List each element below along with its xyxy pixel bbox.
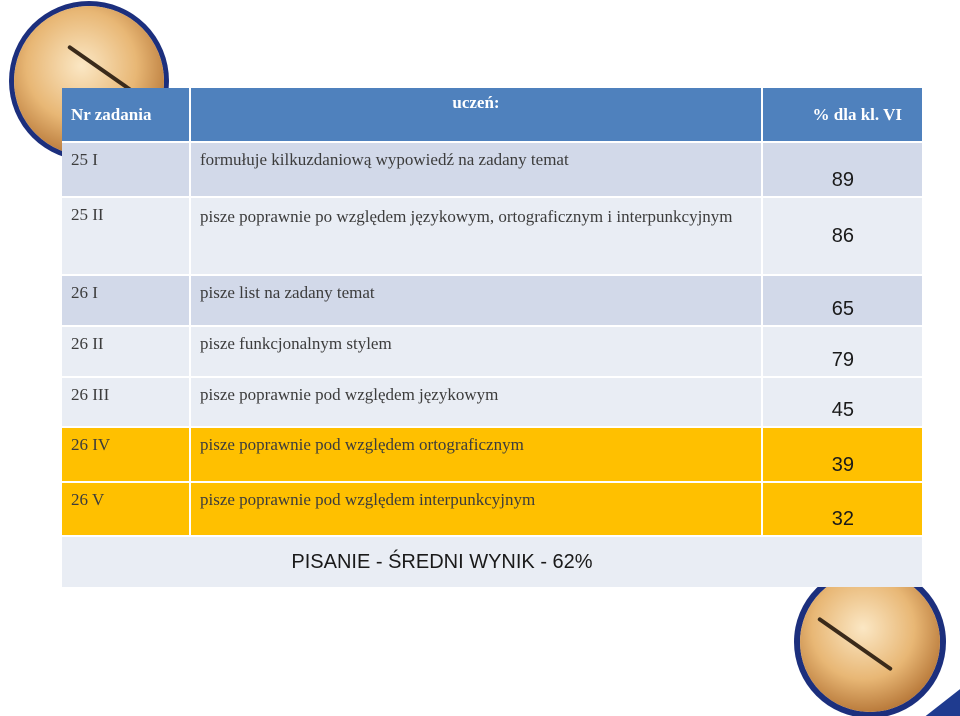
header-percent: % dla kl. VI xyxy=(763,88,922,141)
row-description: pisze list na zadany temat xyxy=(191,276,761,325)
row-percent: 39 xyxy=(763,428,922,481)
row-percent: 79 xyxy=(763,327,922,376)
row-code: 26 IV xyxy=(62,428,189,481)
row-code: 25 I xyxy=(62,143,189,196)
row-description: pisze poprawnie po względem językowym, ortograficznym i interpunkcyjnym xyxy=(191,198,761,274)
row-description: pisze poprawnie pod względem ortograficznym xyxy=(191,428,761,481)
row-percent: 86 xyxy=(763,198,922,274)
row-description: formułuje kilkuzdaniową wypowiedź na zadany temat xyxy=(191,143,761,196)
row-code: 26 II xyxy=(62,327,189,376)
row-percent: 32 xyxy=(763,483,922,535)
row-code: 26 I xyxy=(62,276,189,325)
row-code: 26 V xyxy=(62,483,189,535)
row-description: pisze poprawnie pod względem interpunkcyjnym xyxy=(191,483,761,535)
fountain-pen-image xyxy=(800,572,940,712)
row-percent: 65 xyxy=(763,276,922,325)
row-percent: 45 xyxy=(763,378,922,426)
row-code: 25 II xyxy=(62,198,189,274)
summary-footer: PISANIE - ŚREDNI WYNIK - 62% xyxy=(62,537,922,587)
results-table xyxy=(62,88,918,587)
header-task-number: Nr zadania xyxy=(62,88,189,141)
header-student: uczeń: xyxy=(191,88,761,141)
row-description: pisze poprawnie pod względem językowym xyxy=(191,378,761,426)
row-description: pisze funkcjonalnym stylem xyxy=(191,327,761,376)
row-code: 26 III xyxy=(62,378,189,426)
row-percent: 89 xyxy=(763,143,922,196)
